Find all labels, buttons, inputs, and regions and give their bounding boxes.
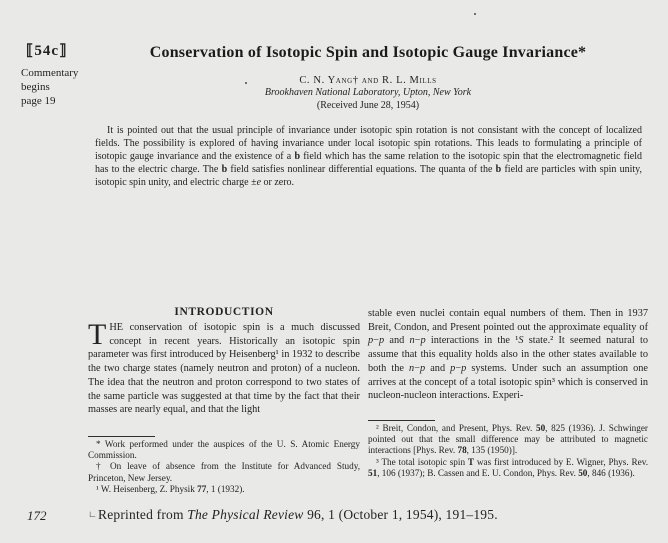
left-footnote-rule <box>88 436 155 437</box>
left-column-text: HE conservation of isotopic spin is a much discussed concept in recent years. Historically an isotopic spin parameter was first introduced by Heisenberg¹ in 1932 to describe the two charge states (namely neutron and proton) of a nucleon. The idea that the neutron and proton correspond to two states of the same particle was suggested at that time by the fact that their masses are nearly equal, and that the light <box>88 322 360 416</box>
footnote-breit-condon-present-ref: ² Breit, Condon, and Present, Phys. Rev. 50, 825 (1936). J. Schwinger pointed out that the small difference may be attributed to magnetic interactions [Phys. Rev. 78, 135 (1950)]. <box>368 423 648 456</box>
right-footnotes <box>368 423 648 479</box>
margin-reference-label: ⟦54c⟧ <box>26 43 68 59</box>
scan-artifact-dot <box>474 13 476 15</box>
article-header <box>88 44 648 111</box>
left-footnotes <box>88 439 360 495</box>
reprint-text: Reprinted from The Physical Review 96, 1 (October 1, 1954), 191–195. <box>98 507 498 522</box>
abstract-text: It is pointed out that the usual principle of invariance under isotopic spin rotation is not consistant with the concept of localized fields. The possibility is explored of having invariance under local isotopic spin rotations. This leads to formulating a principle of isotopic gauge invariance and the existence of a b field which has the same relation to the isotopic spin that the electromagnetic field has to the electric charge. The b field satisfies nonlinear differential equations. The quanta of the b field are particles with spin unity, isotopic spin unity, and electric charge ±e or zero. <box>95 125 643 188</box>
abstract-paragraph <box>95 124 642 189</box>
article-affiliation: Brookhaven National Laboratory, Upton, New York <box>264 87 472 98</box>
margin-commentary-note <box>21 66 78 108</box>
article-title: Conservation of Isotopic Spin and Isotopic Gauge Invariance* <box>149 44 587 61</box>
received-date: (Received June 28, 1954) <box>316 100 420 111</box>
footnote-wigner-cassen-condon-ref: ³ The total isotopic spin T was first introduced by E. Wigner, Phys. Rev. 51, 106 (1937); B. Cassen and E. U. Condon, Phys. Rev. 50, 846 (1936). <box>368 456 648 478</box>
page-number: 172 <box>27 508 47 523</box>
footnote-work-auspices: * Work performed under the auspices of the U. S. Atomic Energy Commission. <box>88 439 360 461</box>
corner-bracket-mark: ∟ <box>88 509 98 519</box>
commentary-line: begins <box>21 81 50 93</box>
article-authors: C. N. Yang† and R. L. Mills <box>299 75 437 86</box>
reprint-source-line <box>88 507 498 523</box>
section-heading-introduction: INTRODUCTION <box>174 306 274 318</box>
commentary-line: Commentary <box>21 67 79 79</box>
commentary-line: page 19 <box>21 95 56 107</box>
footnote-heisenberg-ref: ¹ W. Heisenberg, Z. Physik 77, 1 (1932). <box>96 483 245 494</box>
drop-cap: T <box>88 318 107 351</box>
left-column-paragraph <box>88 318 360 417</box>
right-footnote-rule <box>368 420 435 421</box>
right-column-paragraph: stable even nuclei contain equal numbers of them. Then in 1937 Breit, Condon, and Present pointed out the approximate equality of p−p and n−p interactions in the ¹S state.² It seemed natural to assume that this equality holds also in the other states available to both the n−p and p−p systems. Under such an assumption one arrives at the concept of a total isotopic spin³ which is conserved in nucleon-nucleon interactions. Experi- <box>368 308 648 402</box>
footnote-leave-of-absence: † On leave of absence from the Institute for Advanced Study, Princeton, New Jersey. <box>88 461 360 483</box>
